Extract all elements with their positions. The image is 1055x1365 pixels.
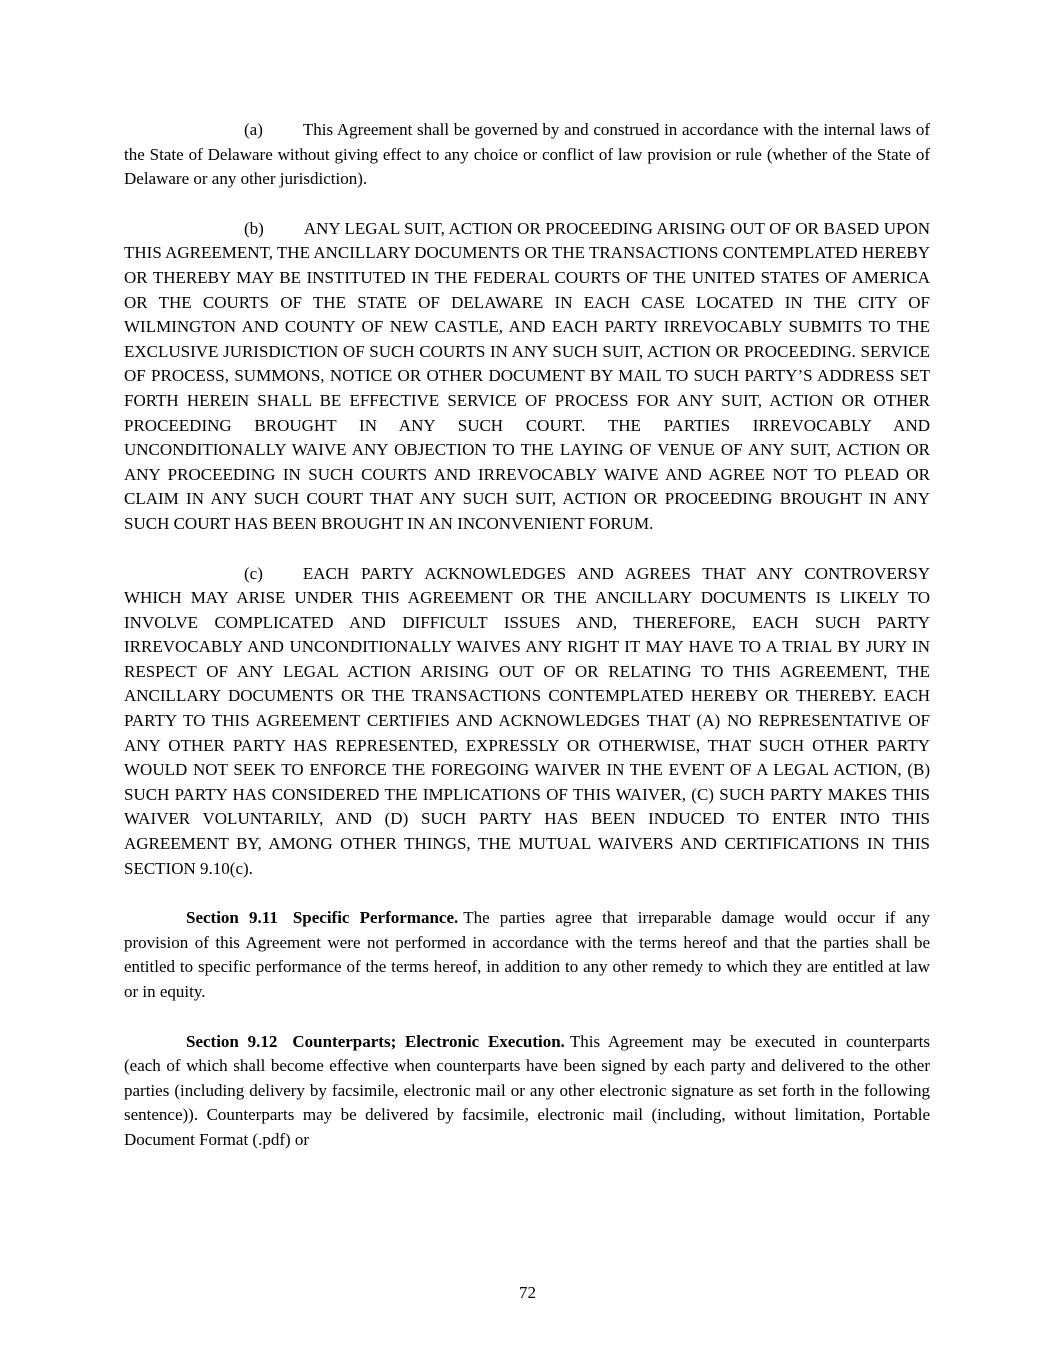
section-9-12-title: Counterparts; Electronic Execution.	[292, 1031, 565, 1051]
section-9-11	[124, 906, 930, 1004]
page-number: 72	[519, 1283, 536, 1302]
paragraph-b	[124, 217, 930, 537]
section-9-11-text: The parties agree that irreparable damage would occur if any provision of this Agreement were not performed in accordance with the terms hereof and that the parties shall be entitled to specific performance of the terms hereof, in addition to any other remedy to which they are entitled at law or in equity.	[124, 908, 931, 1001]
paragraph-c	[124, 562, 930, 882]
paragraph-b-text: ANY LEGAL SUIT, ACTION OR PROCEEDING ARISING OUT OF OR BASED UPON THIS AGREEMENT, THE ANCILLARY DOCUMENTS OR THE TRANSACTIONS CONTEMPLATED HEREBY OR THEREBY MAY BE INSTITUTED IN THE FEDERAL COURTS OF THE UNITED STATES OF AMERICA OR THE COURTS OF THE STATE OF DELAWARE IN EACH CASE LOCATED IN THE CITY OF WILMINGTON AND COUNTY OF NEW CASTLE, AND EACH PARTY IRREVOCABLY SUBMITS TO THE EXCLUSIVE JURISDICTION OF SUCH COURTS IN ANY SUCH SUIT, ACTION OR PROCEEDING. SERVICE OF PROCESS, SUMMONS, NOTICE OR OTHER DOCUMENT BY MAIL TO SUCH PARTY’S ADDRESS SET FORTH HEREIN SHALL BE EFFECTIVE SERVICE OF PROCESS FOR ANY SUIT, ACTION OR OTHER PROCEEDING BROUGHT IN ANY SUCH COURT. THE PARTIES IRREVOCABLY AND UNCONDITIONALLY WAIVE ANY OBJECTION TO THE LAYING OF VENUE OF ANY SUIT, ACTION OR ANY PROCEEDING IN SUCH COURTS AND IRREVOCABLY WAIVE AND AGREE NOT TO PLEAD OR CLAIM IN ANY SUCH COURT THAT ANY SUCH SUIT, ACTION OR PROCEEDING BROUGHT IN ANY SUCH COURT HAS BEEN BROUGHT IN AN INCONVENIENT FORUM.	[124, 218, 930, 533]
paragraph-a-text: This Agreement shall be governed by and construed in accordance with the internal laws of the State of Delaware without giving effect to any choice or conflict of law provision or rule (whether of the State of Delaware or any other jurisdiction).	[124, 120, 930, 189]
section-9-12	[124, 1030, 930, 1153]
paragraph-a	[124, 118, 930, 192]
section-9-12-text: This Agreement may be executed in counterparts (each of which shall become effective when counterparts have been signed by each party and delivered to the other parties (including delivery by facsimile, electronic mail or any other electronic signature as set forth in the following sentence)). Counterparts may be delivered by facsimile, electronic mail (including, without limitation, Portable Document Format (.pdf) or	[124, 1031, 930, 1149]
section-9-12-number: Section 9.12	[186, 1031, 278, 1051]
section-9-11-number: Section 9.11	[186, 908, 278, 928]
section-9-11-title: Specific Performance.	[292, 908, 459, 928]
paragraph-c-text: EACH PARTY ACKNOWLEDGES AND AGREES THAT ANY CONTROVERSY WHICH MAY ARISE UNDER THIS AGREEMENT OR THE ANCILLARY DOCUMENTS IS LIKELY TO INVOLVE COMPLICATED AND DIFFICULT ISSUES AND, THEREFORE, EACH SUCH PARTY IRREVOCABLY AND UNCONDITIONALLY WAIVES ANY RIGHT IT MAY HAVE TO A TRIAL BY JURY IN RESPECT OF ANY LEGAL ACTION ARISING OUT OF OR RELATING TO THIS AGREEMENT, THE ANCILLARY DOCUMENTS OR THE TRANSACTIONS CONTEMPLATED HEREBY OR THEREBY. EACH PARTY TO THIS AGREEMENT CERTIFIES AND ACKNOWLEDGES THAT (A) NO REPRESENTATIVE OF ANY OTHER PARTY HAS REPRESENTED, EXPRESSLY OR OTHERWISE, THAT SUCH OTHER PARTY WOULD NOT SEEK TO ENFORCE THE FOREGOING WAIVER IN THE EVENT OF A LEGAL ACTION, (B) SUCH PARTY HAS CONSIDERED THE IMPLICATIONS OF THIS WAIVER, (C) SUCH PARTY MAKES THIS WAIVER VOLUNTARILY, AND (D) SUCH PARTY HAS BEEN INDUCED TO ENTER INTO THIS AGREEMENT BY, AMONG OTHER THINGS, THE MUTUAL WAIVERS AND CERTIFICATIONS IN THIS SECTION 9.10(c).	[124, 563, 930, 878]
paragraph-c-label: (c)	[244, 563, 263, 583]
paragraph-a-label: (a)	[244, 120, 263, 139]
paragraph-b-label: (b)	[244, 218, 264, 238]
